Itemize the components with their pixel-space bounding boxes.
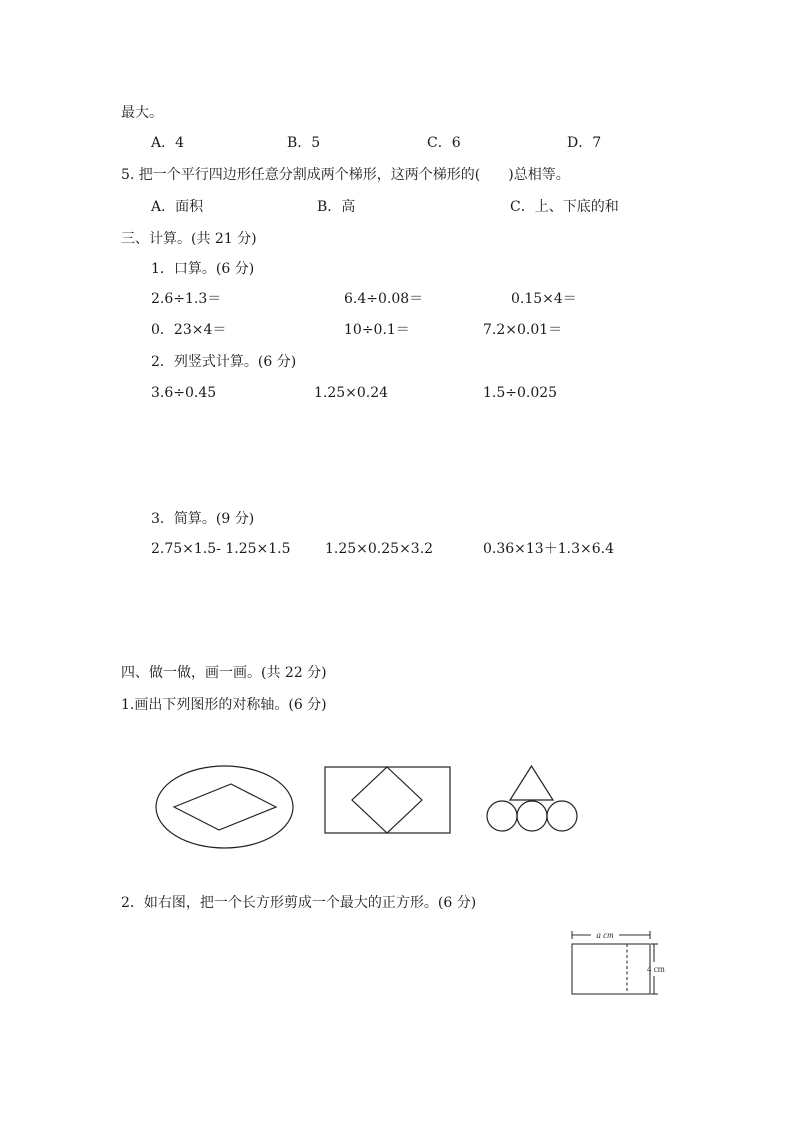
oral-title: 1．口算。(6 分) <box>151 261 255 277</box>
oral-item: 6.4÷0.08＝ <box>344 291 424 307</box>
oral-item: 10÷0.1＝ <box>344 322 410 338</box>
q4-option-b[interactable]: B．5 <box>287 135 321 151</box>
vertical-title: 2．列竖式计算。(6 分) <box>151 354 297 370</box>
q4-option-d[interactable]: D．7 <box>567 135 602 151</box>
simplify-item: 2.75×1.5- 1.25×1.5 <box>151 541 291 557</box>
q5-option-a[interactable]: A．面积 <box>151 199 204 215</box>
oral-item: 2.6÷1.3＝ <box>151 291 222 307</box>
section4-heading: 四、做一做，画一画。(共 22 分) <box>121 665 327 681</box>
label-a-cm: a cm <box>596 930 614 940</box>
q5-option-c[interactable]: C．上、下底的和 <box>510 199 619 215</box>
label-4-cm: 4 cm <box>647 964 665 974</box>
q4-option-c[interactable]: C．6 <box>427 135 461 151</box>
oral-item: 0．23×4＝ <box>151 322 227 338</box>
triangle-circles-figure <box>487 766 577 831</box>
q5-stem: 5. 把一个平行四边形任意分割成两个梯形，这两个梯形的( )总相等。 <box>121 167 570 183</box>
vertical-item: 1.5÷0.025 <box>483 385 558 401</box>
oral-item: 7.2×0.01＝ <box>483 322 563 338</box>
rectangle-cut-figure <box>565 924 685 1004</box>
oral-item: 0.15×4＝ <box>511 291 577 307</box>
symmetry-figures <box>0 760 793 860</box>
section4-q2: 2．如右图，把一个长方形剪成一个最大的正方形。(6 分) <box>121 895 477 911</box>
simplify-title: 3．简算。(9 分) <box>151 511 255 527</box>
q4-tail: 最大。 <box>121 105 163 121</box>
vertical-item: 1.25×0.24 <box>314 385 389 401</box>
rectangle-outline <box>572 944 650 994</box>
simplify-item: 1.25×0.25×3.2 <box>325 541 434 557</box>
simplify-item: 0.36×13＋1.3×6.4 <box>483 541 614 557</box>
q4-option-a[interactable]: A．4 <box>151 135 185 151</box>
ellipse-diamond-figure <box>156 766 293 848</box>
rectangle-diamond-figure <box>325 767 450 833</box>
section4-q1: 1.画出下列图形的对称轴。(6 分) <box>121 697 327 713</box>
q5-option-b[interactable]: B．高 <box>317 199 356 215</box>
section3-heading: 三、计算。(共 21 分) <box>121 231 257 247</box>
vertical-item: 3.6÷0.45 <box>151 385 217 401</box>
